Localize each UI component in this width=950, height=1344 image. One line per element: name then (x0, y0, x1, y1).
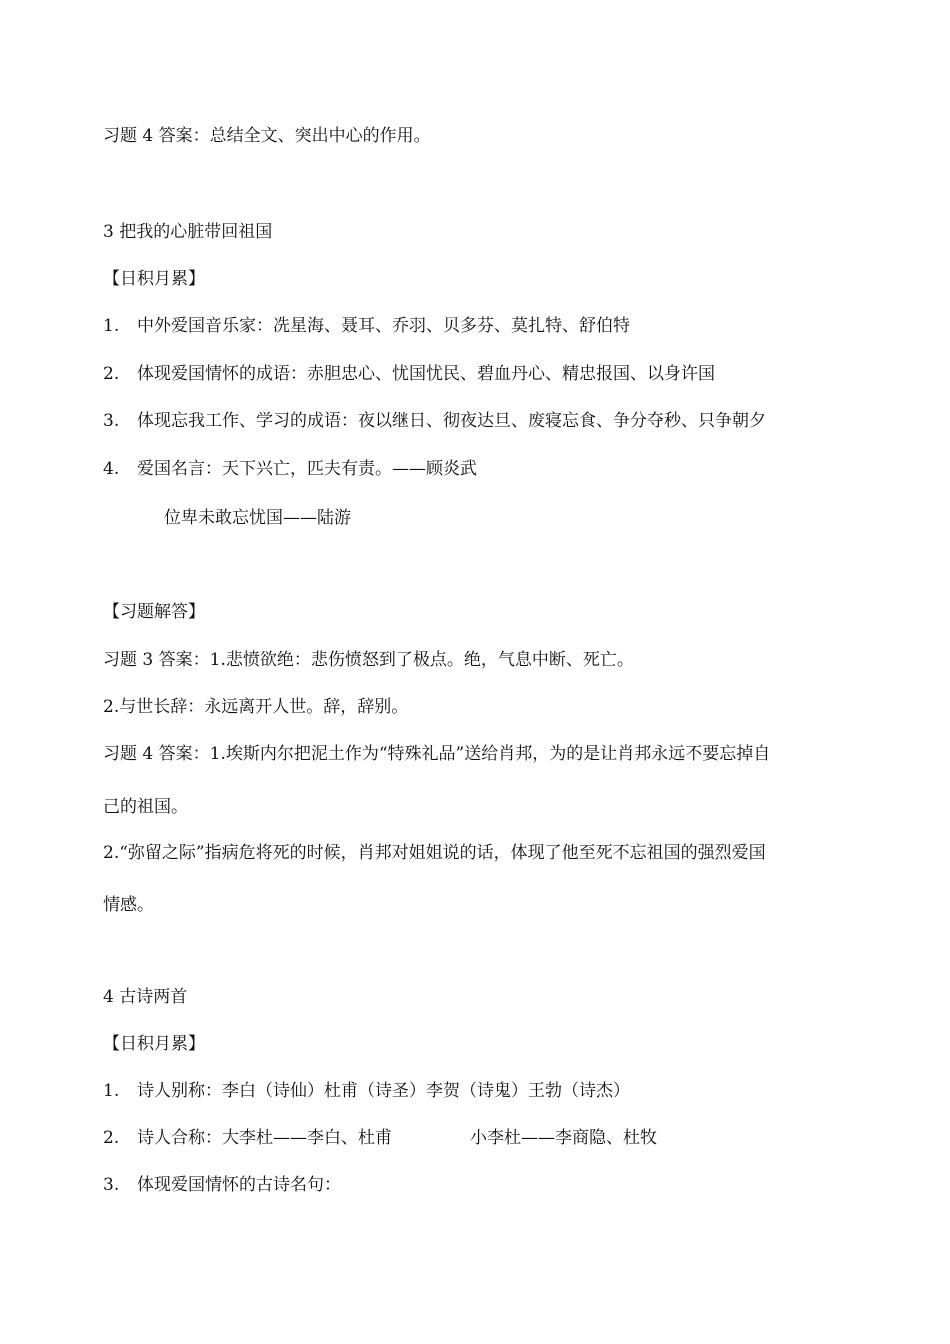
list-item-2 (103, 362, 715, 386)
list-item-3 (103, 409, 766, 433)
answer-4-item-2-line-2: 情感。 (103, 895, 154, 915)
answer-3-item-2: 2.与世长辞：永远离开人世。辞，辞别。 (103, 697, 409, 717)
daily-accumulation-heading: 【日积月累】 (103, 269, 205, 289)
answer-3-text: 习题 3 答案：1.悲愤欲绝：悲伤愤怒到了极点。绝，气息中断、死亡。 (103, 650, 634, 670)
exercise-answers-heading: 【习题解答】 (103, 602, 205, 622)
list-text: 中外爱国音乐家：冼星海、聂耳、乔羽、贝多芬、莫扎特、舒伯特 (137, 316, 630, 336)
list-number: 1. (103, 1081, 120, 1101)
answer-4-line-2: 己的祖国。 (103, 797, 188, 817)
list-text: 爱国名言：天下兴亡，匹夫有责。——顾炎武 (137, 459, 477, 479)
list-number: 2. (103, 1128, 120, 1148)
list-text-continued: 小李杜——李商隐、杜牧 (470, 1128, 657, 1148)
list-text: 诗人别称：李白（诗仙）杜甫（诗圣）李贺（诗鬼）王勃（诗杰） (137, 1081, 630, 1101)
list-number: 3. (103, 1175, 120, 1195)
list-item-1 (103, 314, 630, 338)
list-number: 2. (103, 364, 120, 384)
list-item-4 (103, 457, 477, 481)
answer-4-text: 习题 4 答案：总结全文、突出中心的作用。 (103, 126, 431, 146)
list-number: 3. (103, 411, 120, 431)
list-item-1b (103, 1079, 630, 1103)
daily-accumulation-heading-2: 【日积月累】 (103, 1034, 205, 1054)
list-text: 体现爱国情怀的成语：赤胆忠心、忧国忧民、碧血丹心、精忠报国、以身许国 (137, 364, 715, 384)
section-4-title: 4 古诗两首 (103, 987, 188, 1007)
list-number: 4. (103, 459, 120, 479)
list-item-2b (103, 1126, 657, 1150)
list-item-3b (103, 1173, 341, 1197)
list-text: 体现爱国情怀的古诗名句： (137, 1175, 341, 1195)
section-3-title: 3 把我的心脏带回祖国 (103, 222, 273, 242)
answer-4-item-2-line-1: 2.“弥留之际”指病危将死的时候，肖邦对姐姐说的话，体现了他至死不忘祖国的强烈爱国 (103, 843, 766, 863)
quote-line: 位卑未敢忘忧国——陆游 (164, 508, 351, 528)
list-text: 诗人合称：大李杜——李白、杜甫 (137, 1128, 392, 1148)
answer-4-line-1: 习题 4 答案：1.埃斯内尔把泥土作为“特殊礼品”送给肖邦，为的是让肖邦永远不要忘掉自 (103, 744, 771, 764)
list-text: 体现忘我工作、学习的成语：夜以继日、彻夜达旦、废寝忘食、争分夺秒、只争朝夕 (137, 411, 766, 431)
list-number: 1. (103, 316, 120, 336)
